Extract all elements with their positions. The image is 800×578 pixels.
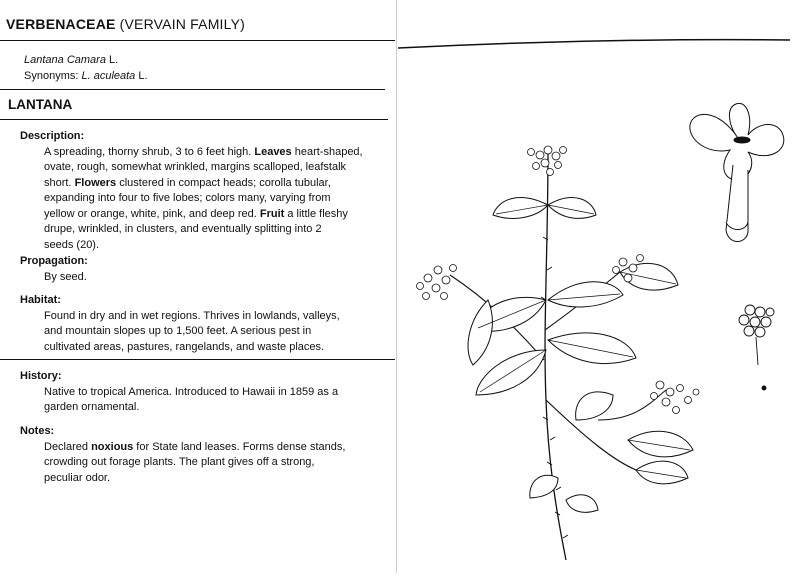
history-section [20, 369, 369, 416]
synonym-author: L. [138, 70, 148, 82]
illustration-page [398, 0, 800, 573]
top-rule [0, 40, 395, 41]
section-body [20, 385, 369, 416]
section-heading: Description: [20, 130, 85, 142]
text-line: ovate, rough, somewhat wrinkled, margins scalloped, leafstalk [44, 161, 347, 173]
text-line: Native to tropical America. Introduced to Hawaii in 1859 as a [44, 385, 339, 398]
family-name: VERBENACEAE [6, 16, 116, 32]
common-name-bottom-rule [0, 119, 388, 120]
text-line: By seed. [44, 270, 87, 283]
scientific-name: Lantana Camara [24, 54, 106, 66]
text-line: crowding out forage plants. The plant gives off a strong, [44, 456, 315, 468]
section-body [20, 309, 369, 356]
section-heading: Habitat: [20, 294, 61, 306]
text-line: Found in dry and in wet regions. Thrives in lowlands, valleys, [44, 309, 340, 322]
text-line: seeds (20). [44, 238, 100, 251]
text-line: A spreading, thorny shrub, 3 to 6 feet high. Leaves heart-shaped, [44, 145, 363, 158]
common-name: LANTANA [8, 97, 73, 112]
text-line: expanding into four to five lobes; colors many, varying from [44, 192, 331, 204]
section-heading: History: [20, 370, 62, 382]
synonyms-label: Synonyms: [24, 70, 79, 82]
species-block [24, 52, 148, 84]
page-spine [396, 0, 397, 573]
common-name-top-rule [0, 89, 385, 90]
text-line: drupe, wrinkled, in clusters, and eventually splitting into 2 [44, 223, 322, 235]
section-body [20, 270, 369, 286]
habitat-section [20, 293, 369, 355]
section-body [20, 145, 369, 254]
text-line: peculiar odor. [44, 471, 111, 484]
mid-rule [0, 359, 395, 360]
flower-detail-icon [690, 103, 784, 241]
family-common-name: (VERVAIN FAMILY) [119, 16, 245, 32]
text-line: short. Flowers clustered in compact heads; corolla tubular, [44, 176, 331, 189]
family-heading [6, 16, 245, 32]
text-line: and mountain slopes up to 1,500 feet. A serious pest in [44, 325, 312, 337]
text-line: yellow or orange, white, pink, and deep red. Fruit a little fleshy [44, 207, 348, 220]
notes-section [20, 424, 369, 486]
fruit-cluster-icon [739, 305, 774, 390]
propagation-section [20, 254, 369, 285]
section-heading: Notes: [20, 425, 55, 437]
lantana-plant-illustration [398, 0, 800, 573]
text-page [0, 0, 395, 573]
text-line: cultivated areas, pastures, rangelands, and waste places. [44, 340, 325, 353]
author: L. [109, 54, 119, 66]
section-heading: Propagation: [20, 255, 88, 267]
section-body [20, 440, 369, 487]
text-line: garden ornamental. [44, 401, 140, 413]
description-section [20, 129, 369, 253]
text-line: Declared noxious for State land leases. Forms dense stands, [44, 440, 346, 453]
synonym: L. aculeata [81, 70, 136, 82]
